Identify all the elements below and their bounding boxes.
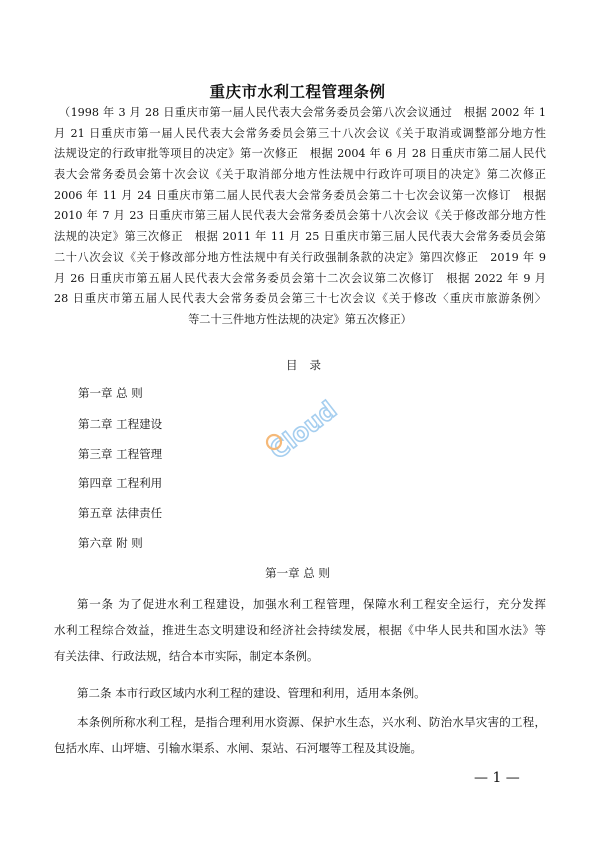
preamble	[54, 103, 546, 331]
preamble-line: 法规设定的行政审批等项目的决定》第一次修正 根据 2004 年 6 月 28 日重庆市第二届人民代	[54, 147, 546, 161]
article-2-paragraph-2	[54, 709, 546, 761]
watermark-text: Cloud	[264, 395, 343, 465]
page-number: — 1 —	[474, 770, 520, 786]
toc-item-chapter-4: 第四章 工程利用	[78, 476, 163, 490]
toc-item-chapter-2: 第二章 工程建设	[78, 417, 163, 431]
article-line: 水利工程综合效益，推进生态文明建设和经济社会持续发展，根据《中华人民共和国水法》等	[54, 623, 546, 637]
article-line: 有关法律、行政法规，结合本市实际，制定本条例。	[54, 649, 319, 663]
article-1	[54, 591, 546, 669]
toc-item-chapter-3: 第三章 工程管理	[78, 447, 163, 461]
article-2	[54, 680, 546, 706]
preamble-line: （1998 年 3 月 28 日重庆市第一届人民代表大会常务委员会第八次会议通过 根据 2002 年 1	[59, 106, 546, 119]
preamble-line: 月 26 日重庆市第五届人民代表大会常务委员会第十二次会议第二次修订 根据 2022 年 9 月	[54, 271, 546, 285]
page-title: 重庆市水利工程管理条例	[209, 83, 386, 101]
article-line: 包括水库、山坪塘、引输水渠系、水闸、泵站、石河堰等工程及其设施。	[54, 741, 422, 755]
cloud-watermark-icon	[252, 376, 362, 466]
article-line: 第一条 为了促进水利工程建设，加强水利工程管理，保障水利工程安全运行，充分发挥	[77, 597, 546, 611]
preamble-line: 月 21 日重庆市第一届人民代表大会常务委员会第三十八次会议《关于取消或调整部分地方性	[54, 126, 546, 140]
preamble-line: 等二十三件地方性法规的决定》第五次修正）	[188, 312, 412, 326]
preamble-line: 2006 年 11 月 24 日重庆市第二届人民代表大会常务委员会第二十七次会议第一次修订 根据	[54, 188, 546, 202]
article-line: 本条例所称水利工程，是指合理利用水资源、保护水生态，兴水利、防治水旱灾害的工程，	[77, 715, 546, 729]
toc-item-chapter-5: 第五章 法律责任	[78, 506, 163, 520]
toc-title: 目录	[286, 358, 333, 372]
preamble-line: 2010 年 7 月 23 日重庆市第三届人民代表大会常务委员会第十八次会议《关于修改部分地方性	[54, 209, 546, 223]
toc-item-chapter-1: 第一章 总 则	[78, 386, 143, 400]
toc-item-chapter-6: 第六章 附 则	[78, 536, 143, 550]
article-line: 第二条 本市行政区域内水利工程的建设、管理和利用，适用本条例。	[77, 686, 426, 700]
preamble-line: 表大会常务委员会第十次会议《关于取消部分地方性法规中行政许可项目的决定》第二次修正	[54, 168, 546, 182]
preamble-line: 28 日重庆市第五届人民代表大会常务委员会第三十七次会议《关于修改〈重庆市旅游条例〉	[54, 292, 546, 306]
preamble-line: 法规的决定》第三次修正 根据 2011 年 11 月 25 日重庆市第三届人民代表大会常务委员会第	[54, 230, 546, 244]
preamble-line: 二十八次会议《关于修改部分地方性法规中有关行政强制条款的决定》第四次修正 2019 年 9	[54, 250, 546, 264]
chapter-heading: 第一章 总 则	[265, 566, 330, 580]
watermark-ring-icon	[267, 435, 281, 449]
